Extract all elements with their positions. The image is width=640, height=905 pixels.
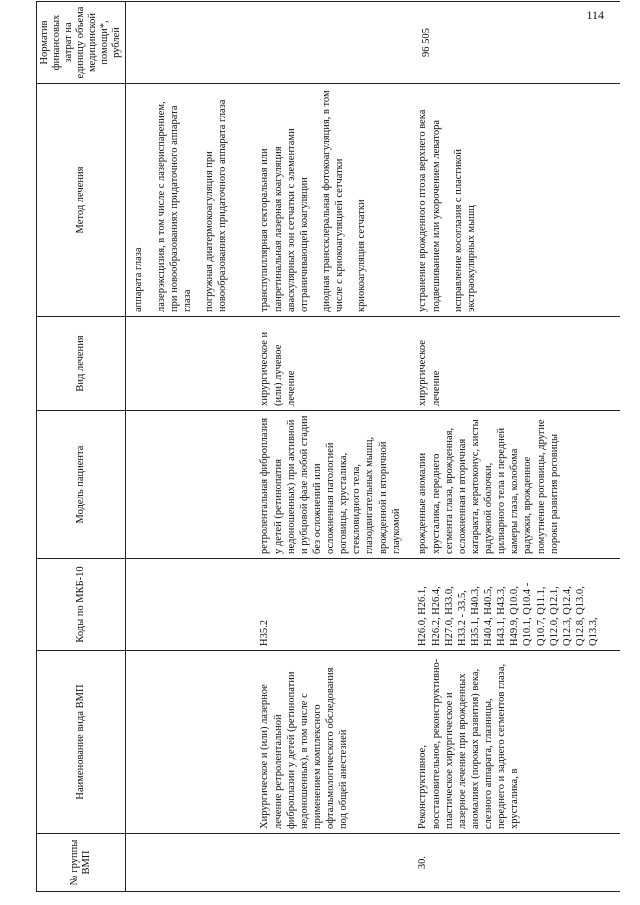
cell-num <box>254 834 412 892</box>
cell-treatment: хирургическое лечение <box>412 317 620 411</box>
table-header-row <box>37 2 126 892</box>
cell-icd: H35.2 <box>254 559 412 651</box>
cell-cost: 96 505 <box>412 2 620 84</box>
cell-methods <box>126 84 255 317</box>
cell-type: Реконструктивное, восстановительное, реконструктивно-пластическое хирургическое и лазерное лечение при врожденных аномалиях (пороках развития) века, слезного аппарата, глазницы, переднего и заднего сегментов глаза, хрусталика, в <box>412 651 620 834</box>
method-item: диодная транссклеральная фотокоагуляция, в том числе с криокоагуляцией сетчатки <box>320 90 346 312</box>
method-item: исправление косоглазия с пластикой экстраокулярных мышц <box>452 148 477 312</box>
table-row <box>254 2 412 892</box>
cell-type: Хирургическое и (или) лазерное лечение ретролентальной фиброплазии у детей (ретинопатии недоношенных), в том числе с применением комплексного офтальмологического обследования под общей анестезией <box>254 651 412 834</box>
cell-cost <box>254 2 412 84</box>
cell-num <box>126 834 255 892</box>
table-row <box>126 2 255 892</box>
cell-model <box>126 411 255 559</box>
header-type: Наименование вида ВМП <box>37 651 126 834</box>
cell-treatment <box>126 317 255 411</box>
header-num: № группы ВМП <box>37 834 126 892</box>
method-item: погружная диатермокоагуляция при новообразованиях придаточного аппарата глаза <box>203 99 229 312</box>
method-item: лазерэксцизия, в том числе с лазериспарением, при новообразованиях придаточного аппарата глаза <box>155 101 193 312</box>
page-number: 114 <box>586 8 604 22</box>
method-item: транспупиллярная секторальная или панретинальная лазерная коагуляция аваскулярных зон сетчатки с элементами отграничивающей коагуляции <box>259 128 310 312</box>
vmp-table <box>36 1 620 892</box>
header-model: Модель пациента <box>37 411 126 559</box>
header-cost: Норматив финансовых затрат на единицу объема медицинской помощи*, рублей <box>37 2 126 84</box>
rotated-page <box>36 2 616 892</box>
cell-type <box>126 651 255 834</box>
cell-cost <box>126 2 255 84</box>
cell-icd: H26.0, H26.1, H26.2, H26.4, H27.0, H33.0, H33.2 - 33.5, H35.1, H40.3, H40.4, H40.5, H43.1, H43.3, H49.9, Q10.0, Q10.1, Q10.4 - Q10.7, Q11.1, Q12.0, Q12.1, Q12.3, Q12.4, Q12.8, Q13.0, Q13.3, <box>412 559 620 651</box>
cell-icd <box>126 559 255 651</box>
cell-treatment: хирургическое и (или) лучевое лечение <box>254 317 412 411</box>
header-icd: Коды по МКБ-10 <box>37 559 126 651</box>
header-treatment: Вид лечения <box>37 317 126 411</box>
method-item: аппарата глаза <box>133 247 145 312</box>
cell-num: 30. <box>412 834 620 892</box>
cell-methods <box>412 84 620 317</box>
cell-model: врожденные аномалии хрусталика, переднего сегмента глаза, врожденная, осложненная и вторичная катаракта, кератоконус, кисты радужной оболочки, цилиарного тела и передней камеры глаза, колобома радужки, врожденное помутнение роговицы, другие пороки развития роговицы <box>412 411 620 559</box>
method-item: устранение врожденного птоза верхнего века подвешиванием или укорочением леватора <box>417 109 442 312</box>
cell-model: ретролентальная фиброплазия у детей (ретинопатия недоношенных) при активной и рубцовой фазе любой стадии без осложнений или осложненная патологией роговицы, хрусталика, стекловидного тела, глазодвигательных мышц, врожденной и вторичной глаукомой <box>254 411 412 559</box>
header-method: Метод лечения <box>37 84 126 317</box>
method-item: криокоагуляция сетчатки <box>356 199 368 312</box>
cell-methods <box>254 84 412 317</box>
table-row <box>412 2 620 892</box>
